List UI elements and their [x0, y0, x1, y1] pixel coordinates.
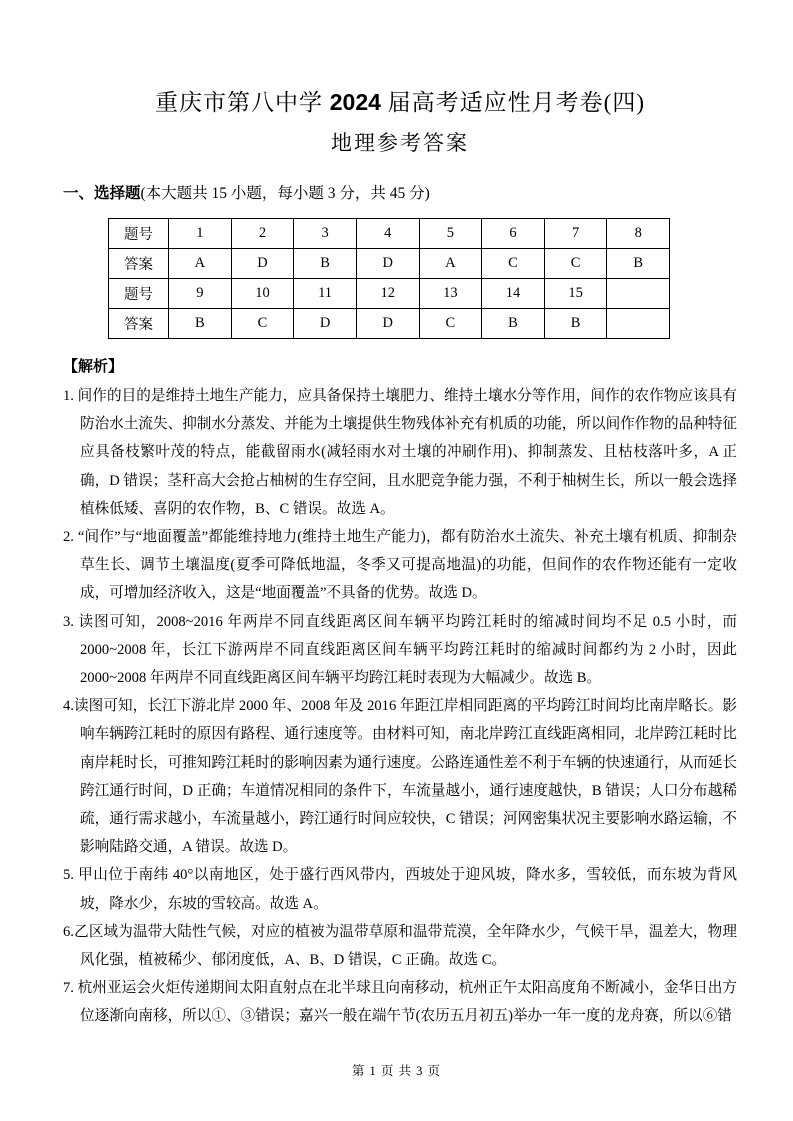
answer-cell: D — [356, 249, 419, 279]
answer-cell: A — [419, 249, 482, 279]
answer-cell: B — [294, 249, 357, 279]
question-number-cell: 1 — [169, 219, 232, 249]
answer-cell: D — [294, 309, 357, 339]
table-row-question-numbers-1 — [109, 219, 670, 249]
analysis-item-6: 6.乙区域为温带大陆性气候，对应的植被为温带草原和温带荒漠，全年降水少，气候干旱，温差大，物理风化强，植被稀少、郁闭度低，A、B、D 错误，C 正确。故选 C。 — [63, 923, 737, 969]
answer-cell: B — [482, 309, 545, 339]
answer-cell: C — [231, 309, 294, 339]
section-meta: (本大题共 15 小题，每小题 3 分，共 45 分) — [140, 185, 430, 202]
table-row-question-numbers-2 — [109, 279, 670, 309]
table-row-answers-2 — [109, 309, 670, 339]
answer-cell: C — [419, 309, 482, 339]
row-header-cell: 答案 — [109, 249, 169, 279]
analysis-item-7: 7. 杭州亚运会火炬传递期间太阳直射点在北半球且向南移动，杭州正午太阳高度角不断减小，金华日出方位逐渐向南移，所以①、③错误；嘉兴一般在端午节(农历五月初五)举办一年一度的龙舟赛，所以⑥错 — [63, 980, 737, 1025]
question-number-cell — [607, 279, 670, 309]
question-number-cell: 2 — [231, 219, 294, 249]
title-year: 2024 — [329, 89, 381, 115]
answer-cell: D — [356, 309, 419, 339]
question-number-cell: 6 — [482, 219, 545, 249]
analysis-section-label: 【解析】 — [63, 359, 124, 375]
answer-cell — [607, 309, 670, 339]
answer-cell: B — [169, 309, 232, 339]
question-number-cell: 12 — [356, 279, 419, 309]
analysis-item-2: 2. “间作”与“地面覆盖”都能维持地力(维持土地生产能力)，都有防治水土流失、补充土壤有机质、抑制杂草生长、调节土壤温度(夏季可降低地温，冬季又可提高地温)的功能，但间作的农作物还能有一定收成，可增加经济收入，这是“地面覆盖”不具备的优势。故选 D。 — [63, 529, 737, 602]
table-row-answers-1 — [109, 249, 670, 279]
answer-cell: B — [544, 309, 607, 339]
question-number-cell: 4 — [356, 219, 419, 249]
analysis-item-1: 1. 间作的目的是维持土地生产能力，应具备保持土壤肥力、维持土壤水分等作用，间作的农作物应该具有防治水土流失、抑制水分蒸发、并能为土壤提供生物残体补充有机质的功能，所以间作作物的品种特征应具备枝繁叶茂的特点，能截留雨水(减轻雨水对土壤的冲刷作用)、抑制蒸发、且枯枝落叶多，A 正确，D 错误；茎秆高大会抢占柚树的生存空间，且水肥竞争能力强，不利于柚树生长，所以一般会选择植株低矮、喜阴的农作物，B、C 错误。故选 A。 — [63, 388, 737, 517]
question-number-cell: 9 — [169, 279, 232, 309]
answer-cell: B — [607, 249, 670, 279]
analysis-items — [63, 382, 737, 1031]
answer-key-table — [108, 218, 670, 339]
question-number-cell: 8 — [607, 219, 670, 249]
document-subtitle: 地理参考答案 — [331, 131, 469, 155]
question-number-cell: 5 — [419, 219, 482, 249]
analysis-item-4: 4.读图可知，长江下游北岸 2000 年、2008 年及 2016 年距江岸相同距离的平均跨江时间均比南岸略长。影响车辆跨江耗时的原因有路程、通行速度等。由材料可知，南北岸跨江直线距离相同，北岸跨江耗时比南岸耗时长，可推知跨江耗时的影响因素为通行速度。公路连通性差不利于车辆的快速通行，从而延长跨江通行时间，D 正确；车道情况相同的条件下，车流量越小，通行速度越快，B 错误；人口分布越稀疏，通行需求越小，车流量越小，跨江通行时间应较快，C 错误；河网密集状况主要影响水路运输，不影响陆路交通，A 错误。故选 D。 — [63, 698, 737, 856]
page-number-label: 第 1 页 共 3 页 — [351, 1064, 442, 1078]
page-footer — [0, 1061, 793, 1079]
section-label: 一、选择题 — [63, 185, 141, 202]
document-title — [63, 86, 737, 119]
analysis-item-3: 3. 读图可知，2008~2016 年两岸不同直线距离区间车辆平均跨江耗时的缩减时间均不足 0.5 小时，而 2000~2008 年，长江下游两岸不同直线距离区间车辆平均跨江耗时的缩减时间都约为 2 小时，因此 2000~2008 年两岸不同直线距离区间车辆平均跨江耗时表现为大幅减少。故选 B。 — [63, 613, 737, 687]
question-number-cell: 13 — [419, 279, 482, 309]
answer-cell: D — [231, 249, 294, 279]
section-heading — [63, 183, 737, 205]
answer-cell: C — [544, 249, 607, 279]
question-number-cell: 10 — [231, 279, 294, 309]
row-header-cell: 题号 — [109, 219, 169, 249]
analysis-item-5: 5. 甲山位于南纬 40°以南地区，处于盛行西风带内，西坡处于迎风坡，降水多，雪较低，而东坡为背风坡，降水少，东坡的雪较高。故选 A。 — [63, 867, 737, 912]
answer-cell: C — [482, 249, 545, 279]
question-number-cell: 7 — [544, 219, 607, 249]
question-number-cell: 11 — [294, 279, 357, 309]
title-prefix: 重庆市第八中学 — [155, 90, 330, 115]
row-header-cell: 题号 — [109, 279, 169, 309]
title-suffix: 届高考适应性月考卷(四) — [380, 90, 645, 115]
question-number-cell: 15 — [544, 279, 607, 309]
question-number-cell: 14 — [482, 279, 545, 309]
question-number-cell: 3 — [294, 219, 357, 249]
row-header-cell: 答案 — [109, 309, 169, 339]
answer-cell: A — [169, 249, 232, 279]
